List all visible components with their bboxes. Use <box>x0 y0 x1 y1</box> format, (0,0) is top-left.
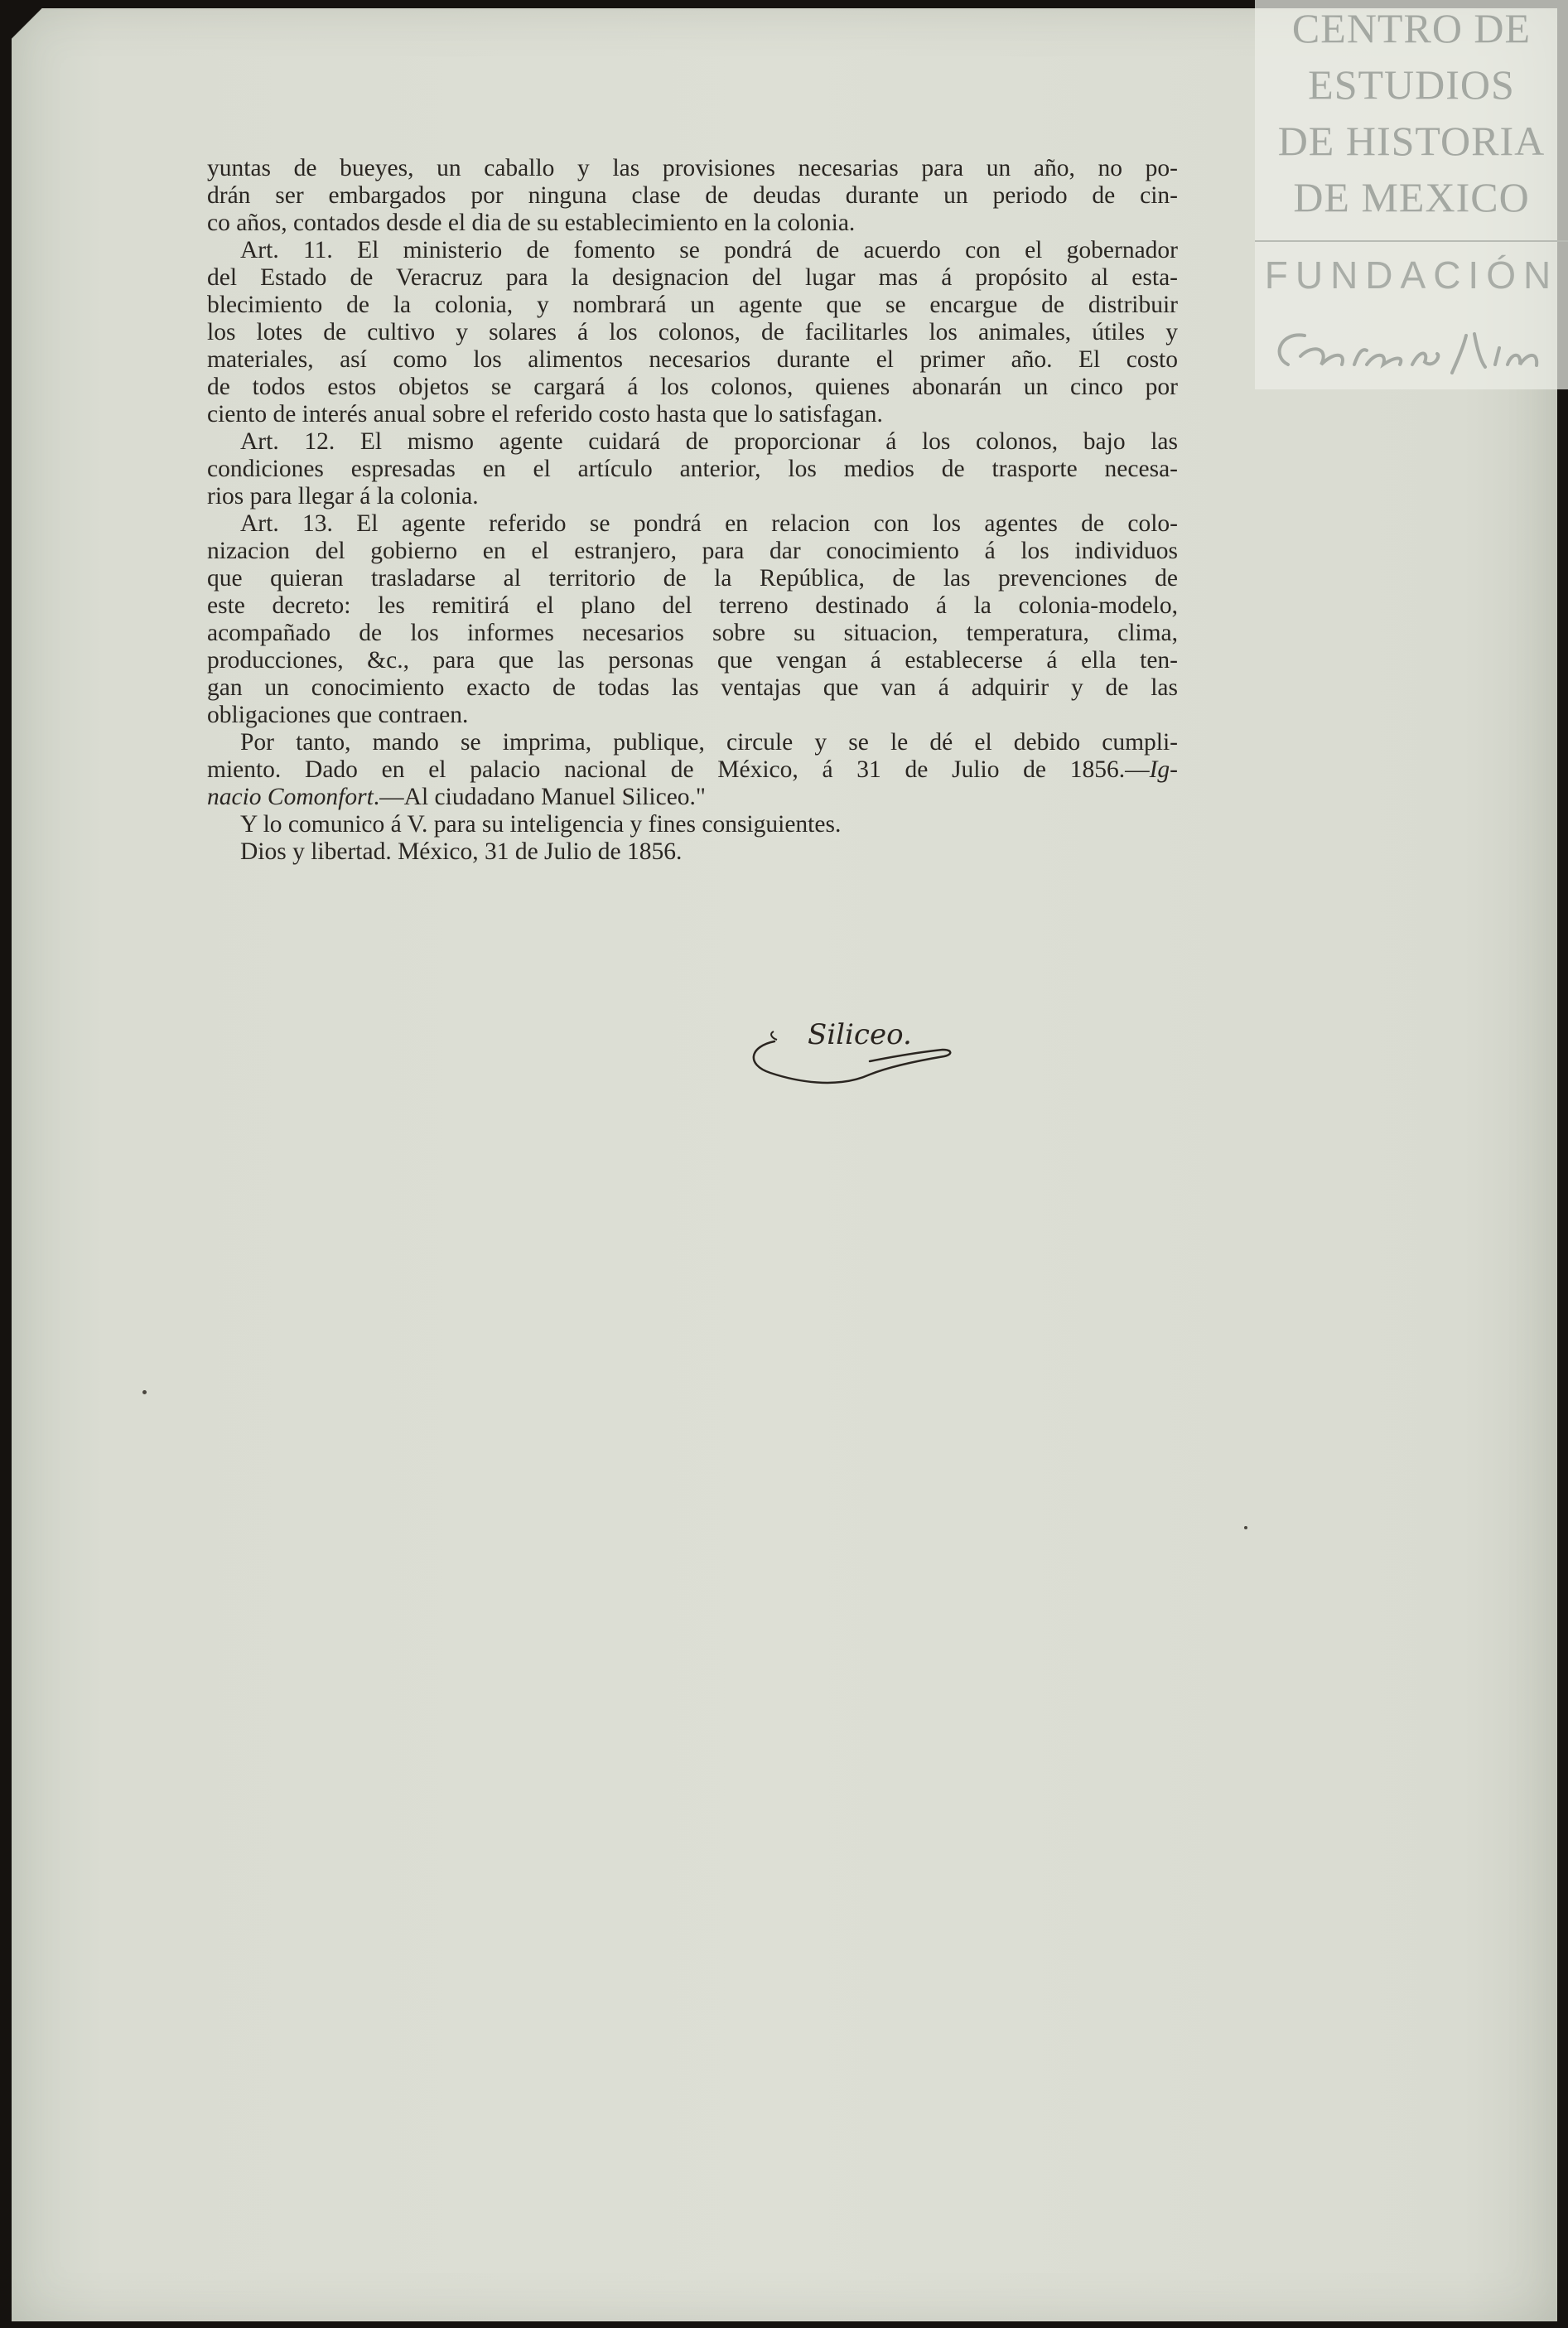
text-line: que quieran trasladarse al territorio de la República, de las prevenciones de <box>207 565 1178 592</box>
text-line: este decreto: les remitirá el plano del terreno destinado á la colonia-modelo, <box>207 592 1178 619</box>
text-line: gan un conocimiento exacto de todas las ventajas que van á adquirir y de las <box>207 674 1178 701</box>
text-line <box>207 756 1178 784</box>
text-line: del Estado de Veracruz para la designacion del lugar mas á propósito al esta- <box>207 264 1178 291</box>
text-line: condiciones espresadas en el artículo anterior, los medios de trasporte necesa- <box>207 456 1178 482</box>
text-line: ciento de interés anual sobre el referido costo hasta que lo satisfagan. <box>207 401 883 427</box>
text-line: co años, contados desde el dia de su establecimiento en la colonia. <box>207 210 856 236</box>
watermark-divider <box>1255 240 1568 242</box>
text-line: materiales, así como los alimentos necesarios durante el primer año. El costo <box>207 346 1178 373</box>
italic-text: Ig- <box>1149 756 1178 783</box>
article-11-line: Art. 11. El ministerio de fomento se pondrá de acuerdo con el gobernador <box>240 237 1178 263</box>
text-line: obligaciones que contraen. <box>207 702 469 728</box>
siliceo-signature-icon <box>745 1007 961 1106</box>
watermark-line: DE MEXICO <box>1293 174 1530 220</box>
text-line: Por tanto, mando se imprima, publique, circule y se le dé el debido cumpli- <box>240 729 1178 756</box>
text-line: los lotes de cultivo y solares á los colonos, de facilitarles los animales, útiles y <box>207 319 1178 345</box>
text-line: acompañado de los informes necesarios sobre su situacion, temperatura, clima, <box>207 620 1178 646</box>
text-line: Y lo comunico á V. para su inteligencia y fines consiguientes. <box>240 811 842 838</box>
watermark-foundation: FUNDACIÓN <box>1264 254 1559 297</box>
text-line <box>207 784 1178 811</box>
page-corner-fold <box>12 8 61 58</box>
text-line: drán ser embargados por ninguna clase de deudas durante un periodo de cin- <box>207 182 1178 209</box>
paper-speck <box>142 1390 147 1394</box>
text-line: de todos estos objetos se cargará á los colonos, quienes abonarán un cinco por <box>207 374 1178 400</box>
watermark-line: CENTRO DE <box>1291 5 1532 51</box>
watermark-signature-icon <box>1263 319 1561 385</box>
text-line: producciones, &c., para que las personas que vengan á establecerse á ella ten- <box>207 647 1178 674</box>
article-12-line: Art. 12. El mismo agente cuidará de proporcionar á los colonos, bajo las <box>240 428 1178 455</box>
paper-speck <box>1244 1526 1247 1529</box>
text-line: rios para llegar á la colonia. <box>207 483 479 510</box>
text-span: miento. Dado en el palacio nacional de México, á 31 de Julio de 1856.— <box>207 756 1150 783</box>
text-line: yuntas de bueyes, un caballo y las provisiones necesarias para un año, no po- <box>207 155 1178 181</box>
watermark-line: DE HISTORIA <box>1277 118 1546 164</box>
text-line: blecimiento de la colonia, y nombrará un agente que se encargue de distribuir <box>207 292 1178 318</box>
closing-line: Dios y libertad. México, 31 de Julio de 1856. <box>240 838 683 865</box>
archive-watermark <box>1255 0 1568 389</box>
watermark-line: ESTUDIOS <box>1308 61 1515 108</box>
decree-text <box>207 155 1178 866</box>
text-line: nizacion del gobierno en el estranjero, para dar conocimiento á los individuos <box>207 538 1178 564</box>
italic-text: nacio Comonfort <box>207 784 374 810</box>
text-span: .—Al ciudadano Manuel Siliceo." <box>373 784 706 810</box>
article-13-line: Art. 13. El agente referido se pondrá en relacion con los agentes de colo- <box>240 510 1178 537</box>
svg-text:Siliceo.: Siliceo. <box>808 1018 912 1051</box>
